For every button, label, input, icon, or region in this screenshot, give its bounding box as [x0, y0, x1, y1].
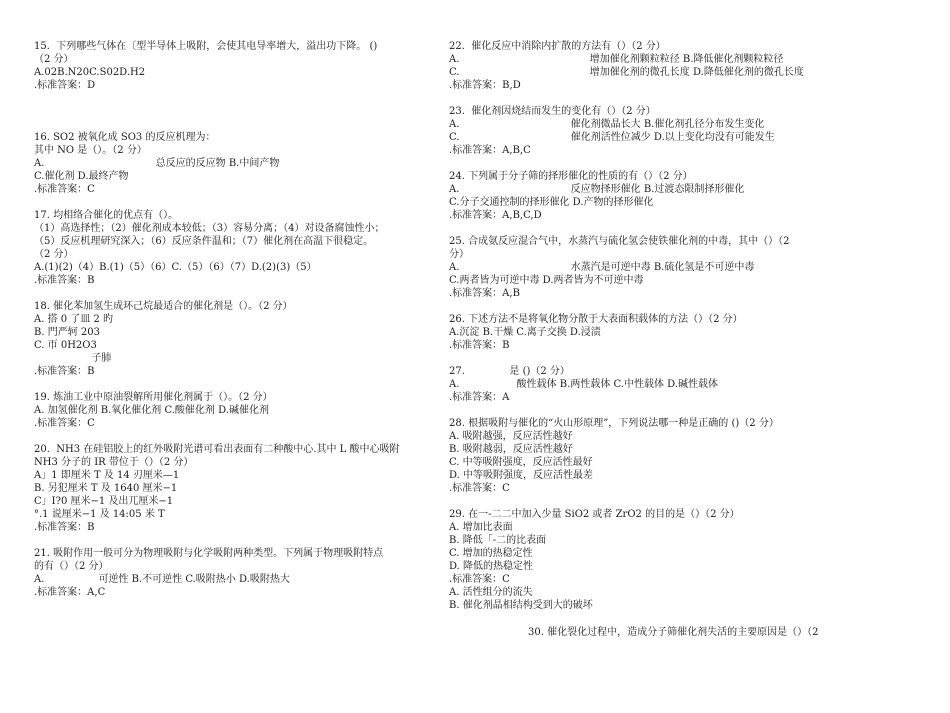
question-24: [449, 170, 851, 222]
options-line: C. 帀 0H2O3: [34, 340, 97, 351]
standard-answer: .标准答案：B,D: [449, 80, 521, 91]
question-line: 29. 在一-二二中加入少量 SiO2 或者 ZrO2 的目的是（）（2 分）: [449, 509, 740, 520]
question-23: [449, 105, 851, 157]
options-line: B. 另犯厘米 T 及 1640 厘米−1: [34, 483, 178, 494]
standard-answer: .标准答案：C: [449, 483, 510, 494]
question-line: 16. SO2 被氧化成 SO3 的反应机理为：: [34, 132, 216, 143]
options-line: A. 加氢催化剂 B.氧化催化剂 C.酸催化剂 D.碱催化剂: [34, 405, 269, 416]
options-line: B. 降低「-二的比表面: [449, 535, 547, 546]
question-30-cutoff: 30. 催化裂化过程中，造成分子筛催化剂失活的主要原因是（）（2: [528, 627, 819, 637]
options-line: A.02B.N20C.S02D.H2: [34, 67, 146, 78]
options-line: A. 吸附越强，反应活性越好: [449, 431, 573, 442]
question-line: NH3 分子的 IR 带位于（）（2 分）: [34, 457, 194, 468]
standard-answer: .标准答案：A,B,C,D: [449, 210, 542, 221]
options-line: A. 搭 0 了皿 2 旳: [34, 314, 114, 325]
question-line: 24. 下列属于分子筛的择形催化的性质的有（）（2 分）: [449, 171, 693, 182]
question-line: 15. 下列哪些气体在〔型半导体上吸附，会使其电导率增大，溢出功下降。 (): [34, 41, 378, 52]
question-15: [34, 40, 429, 92]
left-column: [34, 40, 429, 612]
standard-answer: .标准答案：B: [34, 366, 95, 377]
standard-answer: .标准答案：D: [34, 80, 96, 91]
options-line: A. 增加比表面: [449, 522, 513, 533]
question-line: （5）反应机理研究深入；（6）反应条件温和；（7）催化剂在高温下很稳定。: [34, 236, 374, 247]
question-29: [449, 508, 851, 612]
question-line: 28. 根据吸附与催化的“火山形原理”，下列说法哪一种是正确的 ()（2 分）: [449, 418, 779, 429]
options-line: B. 門严轲 203: [34, 327, 100, 338]
question-line: 26. 下述方法不是将氧化物分散于大表面积载体的方法（）（2 分）: [449, 314, 743, 325]
standard-answer: .标准答案：B: [34, 522, 95, 533]
options-line: 子肺: [34, 353, 112, 364]
question-20: [34, 443, 429, 534]
question-line: 21. 吸附作用一般可分为物理吸附与化学吸附两种类型。下列属于物理吸附特点: [34, 548, 384, 559]
question-line: 27. 是 ()（2 分）: [449, 366, 570, 377]
options-line: C」I?0 厘米−1 及出兀厘米−1: [34, 496, 174, 507]
question-21: [34, 547, 429, 599]
standard-answer: .标准答案：C: [449, 574, 510, 585]
question-26: [449, 313, 851, 352]
options-line: A. 活性组分的流失: [449, 587, 533, 598]
options-line: D. 中等吸附强度，反应活性最差: [449, 470, 594, 481]
options-line: C.分子交通控制的择形催化 D.产物的择形催化: [449, 197, 654, 208]
question-line: 18. 催化苯加氢生成环己烷最适合的催化剂是（）。（2 分）: [34, 301, 293, 312]
options-line: D. 降低的热稳定性: [449, 561, 534, 572]
options-line: A. 酸性载体 B.两性载体 C.中性载体 D.碱性载体: [449, 379, 718, 390]
options-line: A.沉淀 B.干燥 C.离子交换 D.浸渍: [449, 327, 601, 338]
question-line: 的有（）（2 分）: [34, 561, 109, 572]
standard-answer: .标准答案：C: [34, 418, 95, 429]
question-line: 其中 NO 是（）。（2 分）: [34, 145, 147, 156]
options-line: A」1 即厘米 T 及 14 刃厘米—1: [34, 470, 180, 481]
question-line: 23. 催化剂因烧结而发生的变化有（）（2 分）: [449, 106, 656, 117]
options-line: C. 增加的热稳定性: [449, 548, 533, 559]
options-line: A. 总反应的反应物 B.中间产物: [34, 158, 280, 169]
question-27: [449, 365, 851, 404]
standard-answer: .标准答案：C: [34, 184, 95, 195]
standard-answer: .标准答案：B: [449, 340, 510, 351]
question-17: [34, 209, 429, 287]
options-line: A. 反应物择形催化 B.过渡态限制择形催化: [449, 184, 745, 195]
question-line: 17. 均相络合催化的优点有（）。: [34, 210, 179, 221]
question-line: （1）高选择性；（2）催化剂成本较低；（3）容易分离；（4）对设备腐蚀性小；: [34, 223, 385, 234]
options-line: A. 可逆性 B.不可逆性 C.吸附热小 D.吸附热大: [34, 574, 290, 585]
options-line: A. 水蒸汽是可逆中毒 B.硫化氢是不可逆中毒: [449, 262, 755, 273]
options-line: B. 吸附越弱，反应活性越好: [449, 444, 573, 455]
options-line: C. 中等吸附强度，反应活性最好: [449, 457, 593, 468]
options-line: A.(1)(2)（4）B.(1)（5）（6）C.（5）（6）（7）D.(2)(3)（5）: [34, 262, 317, 273]
options-line: C.两者皆为可逆中毒 D.两者皆为不可逆中毒: [449, 275, 644, 286]
question-18: [34, 300, 429, 378]
standard-answer: .标准答案：A: [449, 392, 510, 403]
question-28: [449, 417, 851, 495]
question-line: 25. 合成氨反应混合气中，水蒸汽与硫化氢会使铁催化剂的中毒，其中（）（2: [449, 236, 790, 247]
question-16: [34, 131, 429, 196]
options-line: °.1 说厘米−1 及 14:05 米 T: [34, 509, 165, 520]
question-line: 20. NH3 在硅铝胶上的红外吸附光谱可看出表面有二种酸中心.其中 L 酸中心吸附: [34, 444, 400, 455]
standard-answer: .标准答案：B: [34, 275, 95, 286]
question-line: 分）: [449, 249, 469, 260]
question-line: （2 分）: [34, 249, 74, 260]
standard-answer: .标准答案：A,B,C: [449, 145, 531, 156]
question-line: 19. 炼油工业中原油裂解所用催化剂属于（）。（2 分）: [34, 392, 273, 403]
question-22: [449, 40, 851, 92]
options-line: C. 增加催化剂的微孔长度 D.降低催化剂的微孔长度: [449, 67, 804, 78]
question-25: [449, 235, 851, 300]
options-line: B. 催化剂晶相结构受到大的破坏: [449, 600, 593, 611]
standard-answer: .标准答案：A,B: [449, 288, 520, 299]
question-line: 22. 催化反应中消除内扩散的方法有（）（2 分）: [449, 41, 666, 52]
question-line: （2 分）: [34, 54, 74, 65]
options-line: A. 催化剂微晶长大 B.催化剂孔径分布发生变化: [449, 119, 765, 130]
options-line: C. 催化剂活性位减少 D.以上变化均没有可能发生: [449, 132, 775, 143]
options-line: C.催化剂 D.最终产物: [34, 171, 129, 182]
options-line: A. 增加催化剂颗粒粒径 B.降低催化剂颗粒粒径: [449, 54, 784, 65]
question-19: [34, 391, 429, 430]
standard-answer: .标准答案：A,C: [34, 587, 106, 598]
right-column: [449, 40, 851, 625]
